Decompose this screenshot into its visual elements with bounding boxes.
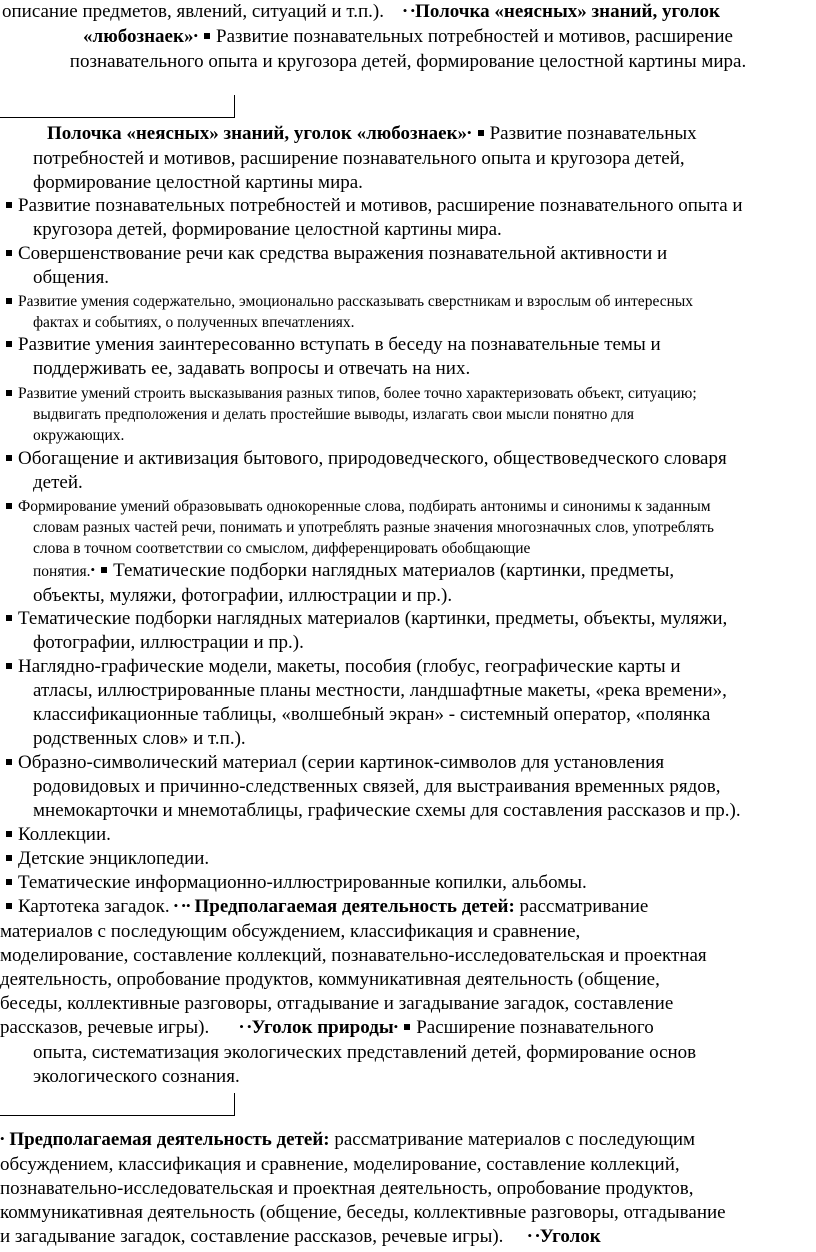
list-item: Образно-символический материал (серии картинок-символов для установления родовидовых и причинно-следственных связей, для выстраивания временных рядов, мнемокарточки и мнемотаблицы, графические схемы для составления рассказов и пр.).	[0, 751, 816, 823]
square-bullet-icon	[478, 130, 484, 136]
square-bullet-icon	[6, 250, 12, 256]
top-line-3: познавательного опыта и кругозора детей, формирование целостной картины мира.	[69, 51, 747, 72]
square-bullet-icon	[6, 663, 12, 669]
separator-line	[0, 1093, 235, 1116]
square-bullet-icon	[6, 455, 12, 461]
square-bullet-icon	[6, 390, 12, 396]
square-bullet-icon	[6, 615, 12, 621]
list-item: Совершенствование речи как средства выражения познавательной активности и общения.	[0, 242, 816, 290]
separator-line	[0, 95, 235, 118]
list-item: Развитие умения заинтересованно вступать в беседу на познавательные темы и поддерживать ее, задавать вопросы и отвечать на них.	[0, 333, 816, 381]
list-item: Тематические информационно-иллюстрированные копилки, альбомы.	[0, 871, 816, 895]
top-paragraph	[0, 0, 816, 74]
list-item: Формирование умений образовывать однокоренные слова, подбирать антонимы и синонимы к заданным словам разных частей речи, понимать и употреблять разные значения многозначных слов, употреблять слова в точном соответствии со смыслом, дифференцировать обобщающие	[0, 496, 816, 559]
list-item: Тематические подборки наглядных материалов (картинки, предметы, объекты, муляжи, фотографии, иллюстрации и пр.).	[0, 607, 816, 655]
square-bullet-icon	[6, 341, 12, 347]
square-bullet-icon	[101, 567, 107, 573]
square-bullet-icon	[6, 759, 12, 765]
square-bullet-icon	[6, 298, 12, 304]
square-bullet-icon	[6, 831, 12, 837]
section1-heading: Полочка «неясных» знаний, уголок «любознаек»• Развитие познавательных потребностей и мотивов, расширение познавательного опыта и кругозора детей, формирование целостной картины мира.	[33, 123, 697, 193]
bottom-paragraph: • Предполагаемая деятельность детей: рассматривание материалов с последующим обсуждением, классификация и сравнение, моделирование, составление коллекций, познавательно-исследовательская и проектная деятельность, опробование продуктов, коммуникативная деятельность (общение, беседы, коллективные разговоры, отгадывание и загадывание загадок, составление рассказов, речевые игры). • •Уголок	[0, 1129, 726, 1247]
top-line-2: «любознаек»• Развитие познавательных потребностей и мотивов, расширение	[83, 26, 733, 47]
list-item: Обогащение и активизация бытового, природоведческого, обществоведческого словаря детей.	[0, 447, 816, 495]
square-bullet-icon	[6, 903, 12, 909]
list-item: Развитие умений строить высказывания разных типов, более точно характеризовать объект, ситуацию; выдвигать предположения и делать простейшие выводы, излагать свои мысли понятно для окружающих.	[0, 383, 816, 446]
list-item: Развитие умения содержательно, эмоционально рассказывать сверстникам и взрослым об интересных фактах и событиях, о полученных впечатлениях.	[0, 291, 816, 333]
square-bullet-icon	[204, 33, 210, 39]
list-item: Развитие познавательных потребностей и мотивов, расширение познавательного опыта и кругозора детей, формирование целостной картины мира.	[0, 194, 816, 242]
square-bullet-icon	[404, 1024, 410, 1030]
top-line-1: описание предметов, явлений, ситуаций и т.п.). • •Полочка «неясных» знаний, уголок	[2, 1, 720, 22]
activity-paragraph: Картотека загадок. • •• Предполагаемая деятельность детей: рассматривание материалов с последующим обсуждением, классификация и сравнение, моделирование, составление коллекций, познавательно-исследовательская и проектная деятельность, опробование продуктов, коммуникативная деятельность (общение, беседы, коллективные разговоры, отгадывание и загадывание загадок, составление рассказов, речевые игры). • •Уголок природы• Расширение познавательного опыта, систематизация экологических представлений детей, формирование основ экологического сознания.	[0, 896, 707, 1087]
square-bullet-icon	[6, 879, 12, 885]
square-bullet-icon	[6, 503, 12, 509]
square-bullet-icon	[6, 855, 12, 861]
list-item: Коллекции.	[0, 823, 816, 847]
list-item: Детские энциклопедии.	[0, 847, 816, 871]
square-bullet-icon	[6, 202, 12, 208]
list-item: Наглядно-графические модели, макеты, пособия (глобус, географические карты и атласы, иллюстрированные планы местности, ландшафтные макеты, «река времени», классификационные таблицы, «волшебный экран» - системный оператор, «полянка родственных слов» и т.п.).	[0, 655, 816, 751]
list-item: понятия.• Тематические подборки наглядных материалов (картинки, предметы, объекты, муляжи, фотографии, иллюстрации и пр.).	[33, 560, 675, 606]
